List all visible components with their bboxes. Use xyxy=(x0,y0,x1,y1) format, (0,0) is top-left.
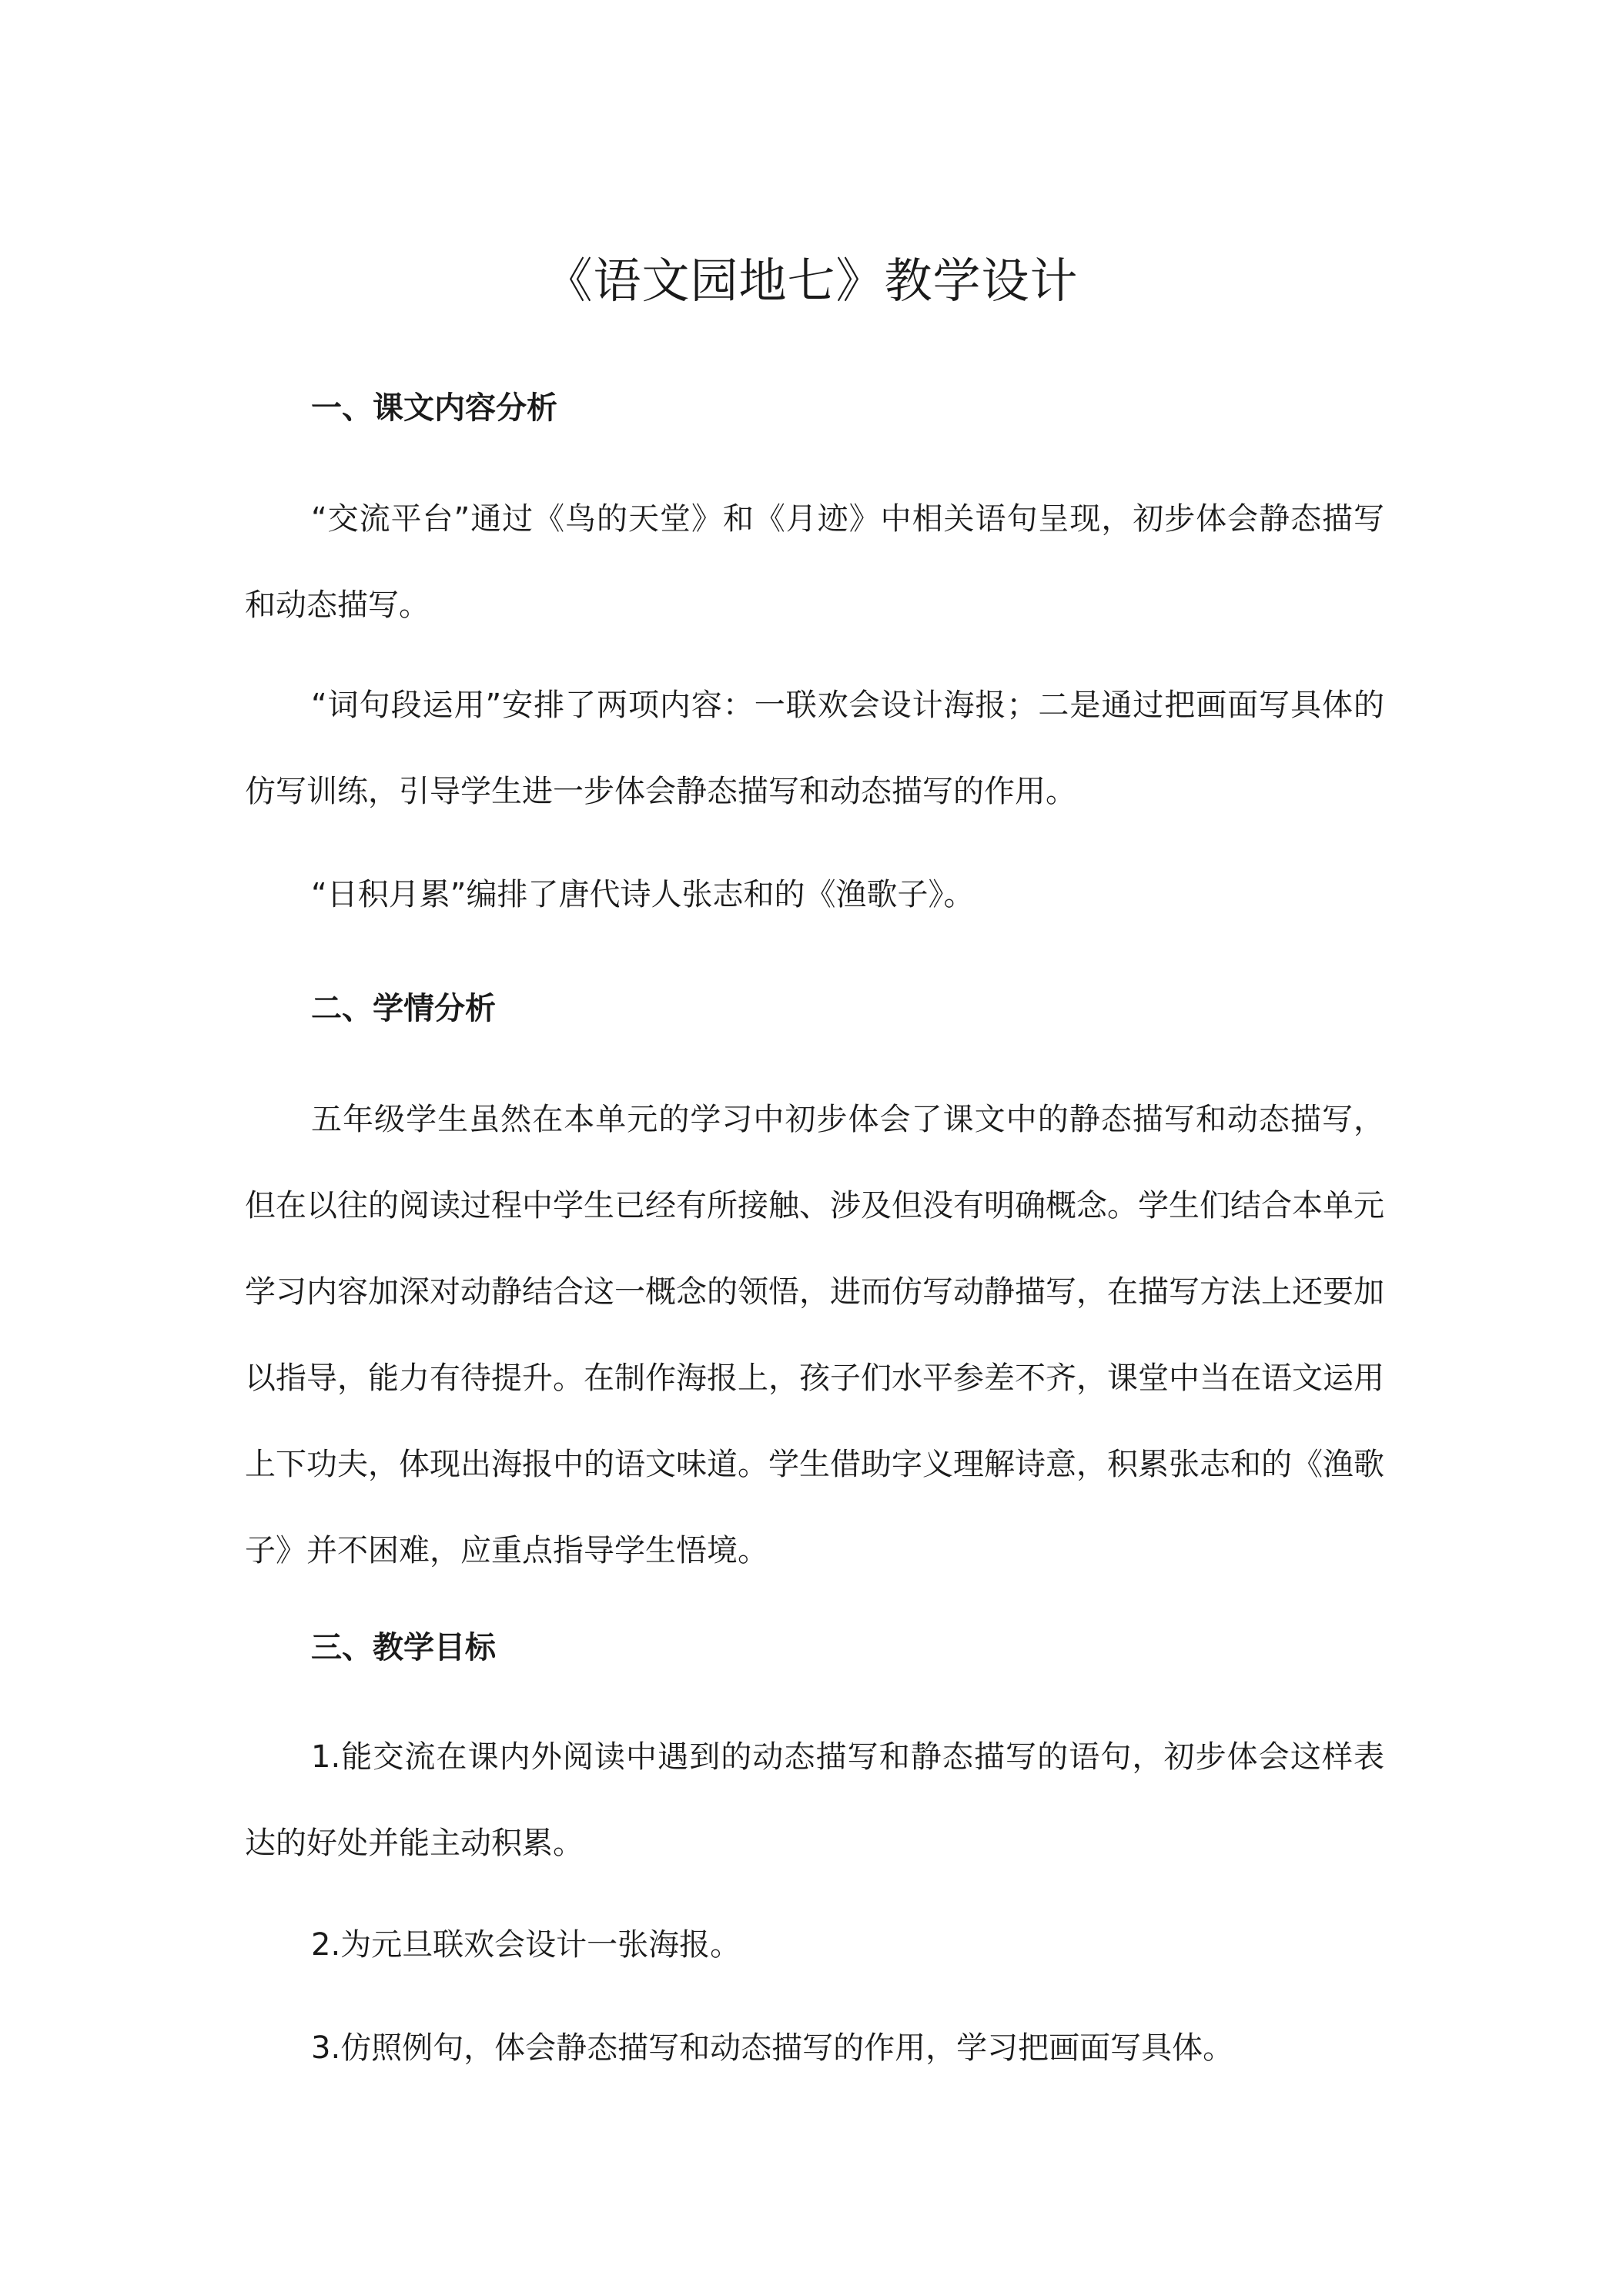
section-heading-content-analysis: 一、课文内容分析 xyxy=(311,390,557,426)
paragraph-learning-analysis: 五年级学生虽然在本单元的学习中初步体会了课文中的静态描写和动态描写，但在以往的阅读过程中学生已经有所接触、涉及但没有明确概念。学生们结合本单元学习内容加深对动静结合这一概念的领悟，进而仿写动静描写，在描写方法上还要加以指导，能力有待提升。在制作海报上，孩子们水平参差不齐，课堂中当在语文运用上下功夫，体现出海报中的语文味道。学生借助字义理解诗意，积累张志和的《渔歌子》并不困难，应重点指导学生悟境。 xyxy=(245,1102,1384,1568)
goal-item-2: 2.为元旦联欢会设计一张海报。 xyxy=(311,1927,741,1963)
paragraph-daily-accumulation: “日积月累”编排了唐代诗人张志和的《渔歌子》。 xyxy=(311,877,975,912)
section-heading-learning-analysis: 二、学情分析 xyxy=(311,991,496,1026)
document-title: 《语文园地七》教学设计 xyxy=(544,253,1079,309)
paragraph-exchange-platform: “交流平台”通过《鸟的天堂》和《月迹》中相关语句呈现，初步体会静态描写和动态描写。 xyxy=(245,501,1384,623)
goal-item-3: 3.仿照例句，体会静态描写和动态描写的作用，学习把画面写具体。 xyxy=(311,2030,1234,2066)
paragraph-word-sentence-use: “词句段运用”安排了两项内容：一联欢会设计海报；二是通过把画面写具体的仿写训练，引导学生进一步体会静态描写和动态描写的作用。 xyxy=(245,688,1384,809)
section-heading-teaching-goals: 三、教学目标 xyxy=(311,1630,496,1665)
goal-item-1: 1.能交流在课内外阅读中遇到的动态描写和静态描写的语句，初步体会这样表达的好处并能主动积累。 xyxy=(245,1739,1384,1861)
